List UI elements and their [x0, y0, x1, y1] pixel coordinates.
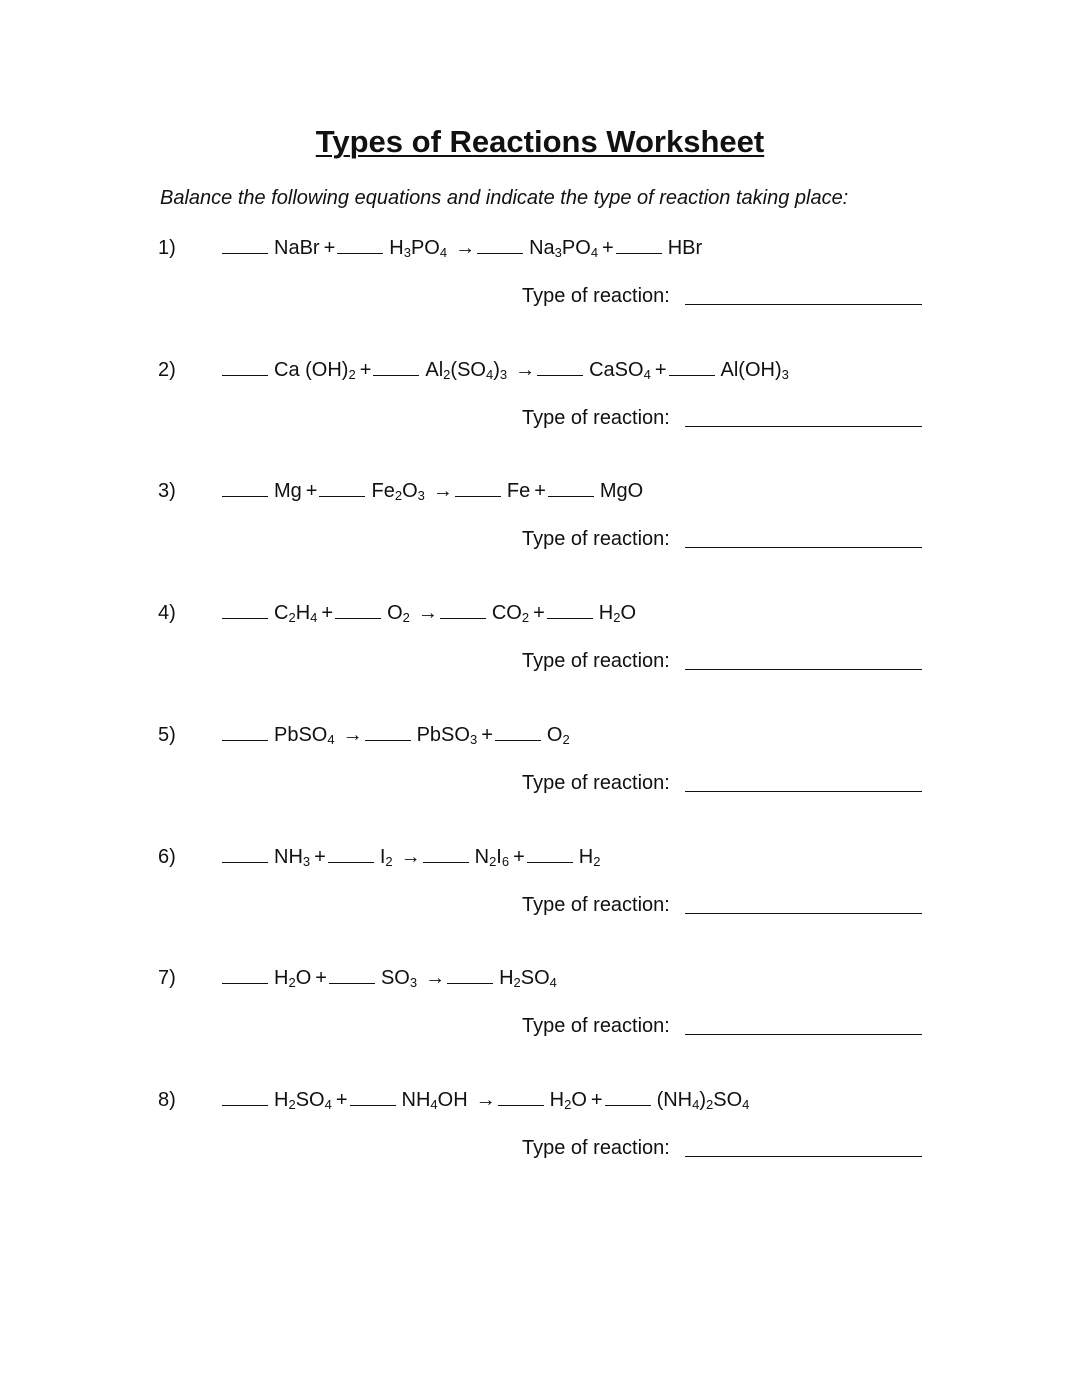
coefficient-blank[interactable]	[222, 480, 268, 497]
coefficient-blank[interactable]	[616, 237, 662, 254]
equation	[222, 602, 640, 625]
chemical-formula: CaSO$_4$	[589, 359, 651, 382]
reaction-type-label: Type of reaction:	[522, 772, 670, 794]
plus-sign: +	[534, 480, 546, 502]
plus-sign: +	[481, 724, 493, 746]
equation	[222, 1089, 753, 1112]
chemical-formula: $H_2O$	[274, 967, 312, 990]
problem-1	[0, 237, 1080, 337]
reaction-type-answer-line[interactable]	[685, 1156, 922, 1157]
reaction-type-answer-line[interactable]	[685, 913, 922, 914]
chemical-formula: $Al_2(SO_4)_3$	[425, 359, 508, 382]
chemical-formula: $CO_2$	[491, 602, 530, 625]
plus-sign: +	[321, 602, 334, 624]
reaction-type-answer-line[interactable]	[685, 1034, 922, 1035]
chemical-formula: $(NH_4)_2SO_4$	[656, 1089, 750, 1112]
coefficient-blank[interactable]	[222, 846, 268, 863]
coefficient-blank[interactable]	[669, 359, 715, 376]
coefficient-blank[interactable]	[495, 724, 541, 741]
problem-7	[0, 967, 1080, 1067]
reaction-type-label: Type of reaction:	[522, 407, 670, 429]
chemical-formula: Mg	[274, 480, 302, 502]
page-title: Types of Reactions Worksheet	[315, 124, 765, 159]
right-arrow-icon: →	[475, 1089, 496, 1111]
coefficient-blank[interactable]	[222, 967, 268, 984]
problem-6	[0, 846, 1080, 946]
chemical-formula: $O_2$	[546, 724, 570, 747]
right-arrow-icon: →	[342, 724, 363, 746]
equation	[222, 846, 604, 869]
problem-3	[0, 480, 1080, 580]
chemical-formula: $N_2I_6$	[474, 846, 510, 869]
equation	[222, 480, 647, 503]
chemical-formula: Ca $(OH)_2$	[274, 359, 356, 382]
problem-number: 6)	[158, 846, 176, 868]
coefficient-blank[interactable]	[319, 480, 365, 497]
reaction-type-label: Type of reaction:	[522, 528, 670, 550]
reaction-type-answer-line[interactable]	[685, 791, 922, 792]
chemical-formula: $O_2$	[387, 602, 410, 625]
problem-number: 7)	[158, 967, 176, 989]
problem-number: 8)	[158, 1089, 176, 1111]
plus-sign: +	[654, 359, 667, 381]
coefficient-blank[interactable]	[222, 602, 268, 619]
coefficient-blank[interactable]	[605, 1089, 651, 1106]
chemical-formula: $H_2O$	[598, 602, 637, 625]
chemical-formula: $NH_3$	[274, 846, 311, 869]
coefficient-blank[interactable]	[337, 237, 383, 254]
coefficient-blank[interactable]	[527, 846, 573, 863]
right-arrow-icon: →	[425, 967, 446, 989]
coefficient-blank[interactable]	[537, 359, 583, 376]
reaction-type-answer-line[interactable]	[685, 426, 922, 427]
chemical-formula: $C_2H_4$	[274, 602, 318, 625]
coefficient-blank[interactable]	[335, 602, 381, 619]
plus-sign: +	[359, 359, 372, 381]
coefficient-blank[interactable]	[365, 724, 411, 741]
reaction-type-label: Type of reaction:	[522, 1137, 670, 1159]
coefficient-blank[interactable]	[447, 967, 493, 984]
coefficient-blank[interactable]	[222, 359, 268, 376]
chemical-formula: HBr	[667, 237, 703, 259]
reaction-type-label: Type of reaction:	[522, 650, 670, 672]
coefficient-blank[interactable]	[547, 602, 593, 619]
chemical-formula: $H_3PO_4$	[389, 237, 448, 260]
equation	[222, 237, 706, 260]
problem-number: 2)	[158, 359, 176, 381]
plus-sign: +	[335, 1089, 348, 1111]
chemical-formula: $Al(OH)_3$	[720, 359, 789, 382]
right-arrow-icon: →	[400, 846, 421, 868]
chemical-formula: $SO_3$	[380, 967, 418, 990]
problem-number: 3)	[158, 480, 176, 502]
instructions: Balance the following equations and indicate the type of reaction taking place:	[160, 187, 849, 209]
reaction-type-answer-line[interactable]	[685, 304, 922, 305]
coefficient-blank[interactable]	[329, 967, 375, 984]
reaction-type-answer-line[interactable]	[685, 547, 922, 548]
chemical-formula: $NH_4OH$	[401, 1089, 468, 1112]
coefficient-blank[interactable]	[455, 480, 501, 497]
chemical-formula: $H_2SO_4$	[499, 967, 557, 990]
chemical-formula: MgO	[599, 480, 644, 502]
plus-sign: +	[513, 846, 525, 868]
coefficient-blank[interactable]	[477, 237, 523, 254]
problem-5	[0, 724, 1080, 824]
reaction-type-label: Type of reaction:	[522, 894, 670, 916]
coefficient-blank[interactable]	[373, 359, 419, 376]
chemical-formula: $Na_3PO_4$	[529, 237, 599, 260]
right-arrow-icon: →	[432, 480, 453, 502]
problem-2	[0, 359, 1080, 459]
chemical-formula: NaBr	[274, 237, 320, 259]
plus-sign: +	[314, 846, 326, 868]
plus-sign: +	[305, 480, 318, 502]
chemical-formula: PbSO$_3$	[416, 724, 478, 747]
coefficient-blank[interactable]	[222, 724, 268, 741]
problem-number: 4)	[158, 602, 176, 624]
right-arrow-icon: →	[515, 359, 536, 381]
equation	[222, 724, 574, 747]
plus-sign: +	[323, 237, 336, 259]
plus-sign: +	[315, 967, 327, 989]
plus-sign: +	[590, 1089, 603, 1111]
equation	[222, 967, 561, 990]
problem-4	[0, 602, 1080, 702]
coefficient-blank[interactable]	[350, 1089, 396, 1106]
chemical-formula: $H_2$	[578, 846, 601, 869]
coefficient-blank[interactable]	[222, 237, 268, 254]
reaction-type-answer-line[interactable]	[685, 669, 922, 670]
reaction-type-label: Type of reaction:	[522, 285, 670, 307]
problem-number: 1)	[158, 237, 176, 259]
chemical-formula: $H_2O$	[549, 1089, 587, 1112]
equation	[222, 359, 793, 382]
problem-8	[0, 1089, 1080, 1189]
chemical-formula: Fe	[506, 480, 531, 502]
chemical-formula: $H_2SO_4$	[274, 1089, 332, 1112]
chemical-formula: $Fe_2O_3$	[371, 480, 425, 503]
problem-number: 5)	[158, 724, 176, 746]
coefficient-blank[interactable]	[328, 846, 374, 863]
chemical-formula: $I_2$	[379, 846, 393, 869]
right-arrow-icon: →	[417, 602, 438, 624]
coefficient-blank[interactable]	[222, 1089, 268, 1106]
coefficient-blank[interactable]	[423, 846, 469, 863]
chemical-formula: PbSO$_4$	[274, 724, 335, 747]
plus-sign: +	[533, 602, 545, 624]
right-arrow-icon: →	[455, 237, 476, 259]
coefficient-blank[interactable]	[440, 602, 486, 619]
reaction-type-label: Type of reaction:	[522, 1015, 670, 1037]
plus-sign: +	[602, 237, 614, 259]
coefficient-blank[interactable]	[498, 1089, 544, 1106]
coefficient-blank[interactable]	[548, 480, 594, 497]
